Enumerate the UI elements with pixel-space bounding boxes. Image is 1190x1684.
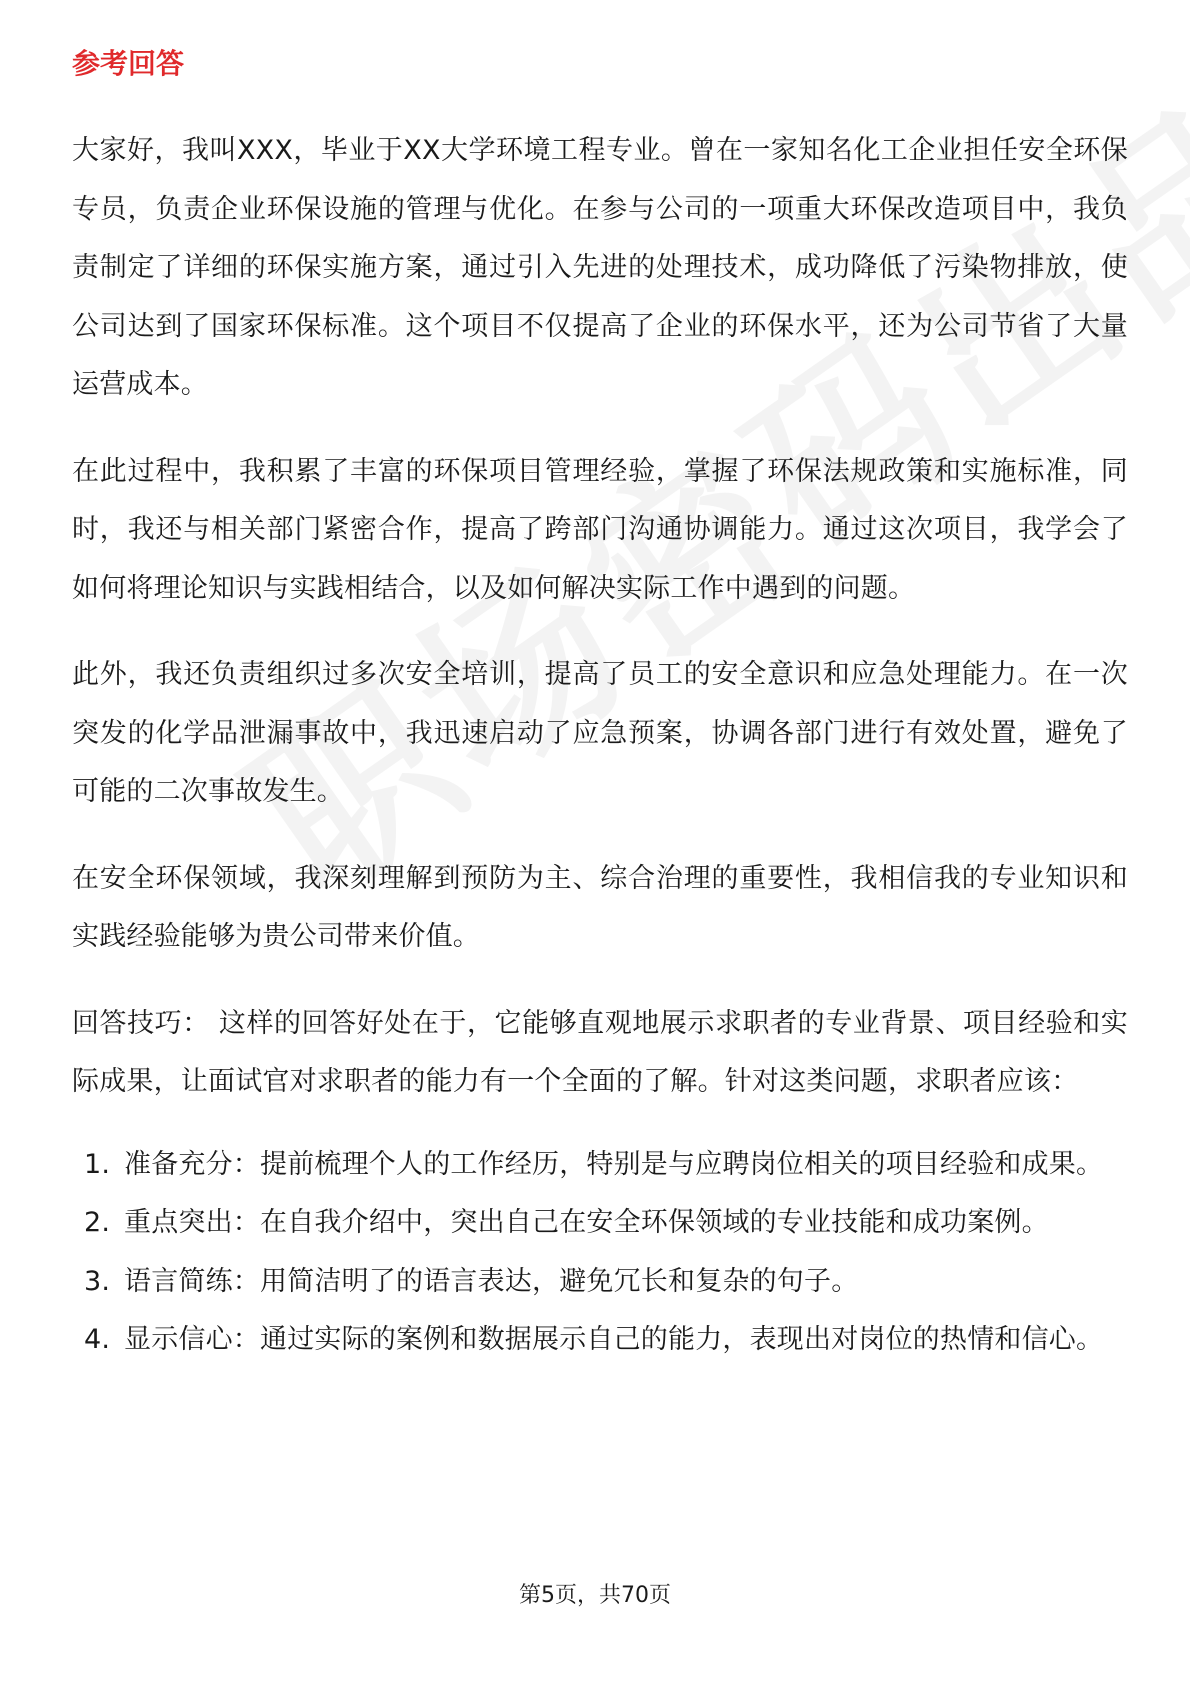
list-number: 4. [84, 1324, 111, 1355]
document-page [72, 44, 1128, 1370]
list-number: 2. [84, 1207, 111, 1238]
section-heading: 参考回答 [72, 47, 185, 80]
answer-paragraph-2: 在此过程中，我积累了丰富的环保项目管理经验，掌握了环保法规政策和实施标准，同时，我还与相关部门紧密合作，提高了跨部门沟通协调能力。通过这次项目，我学会了如何将理论知识与实践相结合，以及如何解决实际工作中遇到的问题。 [72, 455, 1128, 604]
list-number: 1. [84, 1148, 111, 1180]
list-item-text: 重点突出：在自我介绍中，突出自己在安全环保领域的专业技能和成功案例。 [124, 1207, 1049, 1238]
list-item [72, 1194, 1128, 1253]
list-item [72, 1136, 1128, 1195]
page-number: 第5页，共70页 [519, 1583, 671, 1608]
tips-list [72, 1136, 1128, 1370]
list-item-text: 显示信心：通过实际的案例和数据展示自己的能力，表现出对岗位的热情和信心。 [124, 1324, 1104, 1355]
answer-paragraph-1: 大家好，我叫XXX，毕业于XX大学环境工程专业。曾在一家知名化工企业担任安全环保专员，负责企业环保设施的管理与优化。在参与公司的一项重大环保改造项目中，我负责制定了详细的环保实施方案，通过引入先进的处理技术，成功降低了污染物排放，使公司达到了国家环保标准。这个项目不仅提高了企业的环保水平，还为公司节省了大量运营成本。 [72, 135, 1128, 400]
list-number: 3. [84, 1265, 111, 1297]
answer-paragraph-3: 此外，我还负责组织过多次安全培训，提高了员工的安全意识和应急处理能力。在一次突发的化学品泄漏事故中，我迅速启动了应急预案，协调各部门进行有效处置，避免了可能的二次事故发生。 [72, 659, 1128, 807]
list-item [72, 1253, 1128, 1312]
answer-paragraph-4: 在安全环保领域，我深刻理解到预防为主、综合治理的重要性，我相信我的专业知识和实践经验能够为贵公司带来价值。 [72, 862, 1128, 952]
tips-intro: 回答技巧： 这样的回答好处在于，它能够直观地展示求职者的专业背景、项目经验和实际成果，让面试官对求职者的能力有一个全面的了解。针对这类问题，求职者应该： [72, 1007, 1128, 1097]
list-item-text: 语言简练：用简洁明了的语言表达，避免冗长和复杂的句子。 [124, 1265, 859, 1297]
list-item [72, 1311, 1128, 1370]
list-item-text: 准备充分：提前梳理个人的工作经历，特别是与应聘岗位相关的项目经验和成果。 [124, 1148, 1104, 1180]
